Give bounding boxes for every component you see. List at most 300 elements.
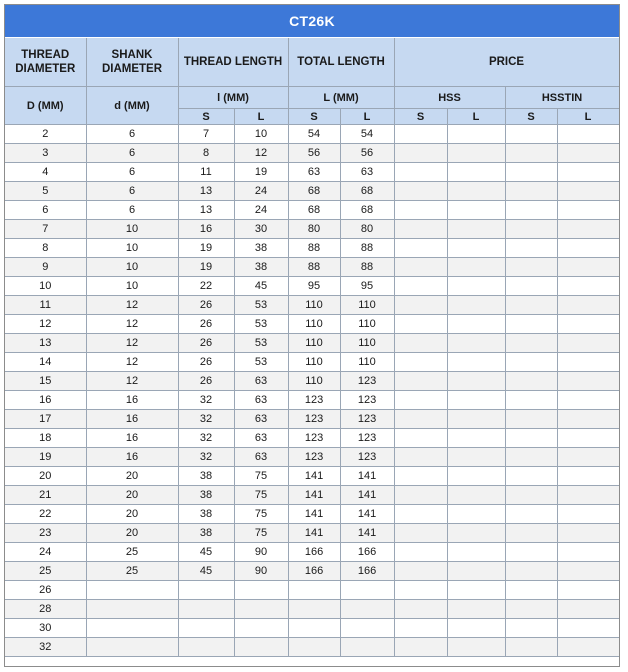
- cell-price-hsstin-l: [557, 600, 619, 619]
- cell-thread-length-s: 26: [178, 372, 234, 391]
- cell-price-hsstin-l: [557, 581, 619, 600]
- table-row: [5, 125, 619, 144]
- cell-total-length-s: 110: [288, 296, 340, 315]
- cell-price-hss-l: [447, 505, 505, 524]
- cell-thread-length-s: [178, 638, 234, 657]
- cell-price-hss-l: [447, 144, 505, 163]
- cell-price-hss-l: [447, 372, 505, 391]
- table-row: [5, 429, 619, 448]
- table-row: [5, 562, 619, 581]
- cell-price-hss-s: [394, 505, 447, 524]
- cell-thread-length-l: 63: [234, 391, 288, 410]
- header-thread-diameter: THREAD DIAMETER: [5, 38, 86, 87]
- cell-shank-diameter: 20: [86, 486, 178, 505]
- cell-total-length-s: 110: [288, 372, 340, 391]
- cell-price-hss-s: [394, 220, 447, 239]
- cell-thread-length-s: 22: [178, 277, 234, 296]
- table-row: [5, 201, 619, 220]
- cell-thread-length-l: 19: [234, 163, 288, 182]
- cell-thread-diameter: 26: [5, 581, 86, 600]
- cell-price-hss-s: [394, 334, 447, 353]
- cell-price-hss-s: [394, 353, 447, 372]
- cell-shank-diameter: [86, 600, 178, 619]
- cell-thread-diameter: 13: [5, 334, 86, 353]
- cell-shank-diameter: 12: [86, 296, 178, 315]
- table-row: [5, 391, 619, 410]
- cell-shank-diameter: 12: [86, 353, 178, 372]
- cell-total-length-s: 123: [288, 429, 340, 448]
- cell-price-hsstin-l: [557, 486, 619, 505]
- header-s: S: [505, 109, 557, 125]
- cell-price-hss-l: [447, 448, 505, 467]
- table-title: CT26K: [5, 5, 619, 38]
- cell-total-length-l: 110: [340, 296, 394, 315]
- cell-price-hsstin-l: [557, 125, 619, 144]
- cell-total-length-l: 95: [340, 277, 394, 296]
- cell-total-length-s: 141: [288, 524, 340, 543]
- table-row: [5, 239, 619, 258]
- cell-price-hsstin-s: [505, 619, 557, 638]
- cell-shank-diameter: 16: [86, 429, 178, 448]
- cell-total-length-s: [288, 619, 340, 638]
- cell-price-hss-l: [447, 600, 505, 619]
- cell-price-hss-s: [394, 315, 447, 334]
- cell-shank-diameter: 10: [86, 239, 178, 258]
- cell-thread-diameter: 25: [5, 562, 86, 581]
- cell-total-length-s: 166: [288, 562, 340, 581]
- cell-thread-diameter: 5: [5, 182, 86, 201]
- cell-price-hsstin-l: [557, 163, 619, 182]
- cell-price-hsstin-l: [557, 201, 619, 220]
- cell-price-hsstin-s: [505, 562, 557, 581]
- cell-price-hsstin-s: [505, 277, 557, 296]
- cell-total-length-s: [288, 581, 340, 600]
- cell-thread-diameter: 11: [5, 296, 86, 315]
- table-row: [5, 486, 619, 505]
- table-row: [5, 448, 619, 467]
- cell-price-hss-l: [447, 638, 505, 657]
- cell-total-length-s: 141: [288, 505, 340, 524]
- cell-thread-diameter: 23: [5, 524, 86, 543]
- cell-thread-length-s: 13: [178, 182, 234, 201]
- table-row: [5, 296, 619, 315]
- cell-price-hsstin-s: [505, 429, 557, 448]
- cell-price-hsstin-l: [557, 505, 619, 524]
- cell-shank-diameter: 6: [86, 125, 178, 144]
- header-price: PRICE: [394, 38, 619, 87]
- cell-total-length-s: 54: [288, 125, 340, 144]
- cell-total-length-l: 141: [340, 486, 394, 505]
- cell-price-hsstin-l: [557, 296, 619, 315]
- cell-total-length-l: 166: [340, 543, 394, 562]
- cell-thread-length-s: 45: [178, 543, 234, 562]
- cell-price-hsstin-l: [557, 277, 619, 296]
- cell-shank-diameter: 16: [86, 391, 178, 410]
- cell-price-hsstin-s: [505, 600, 557, 619]
- cell-total-length-s: 88: [288, 239, 340, 258]
- header-s: S: [288, 109, 340, 125]
- cell-thread-length-l: [234, 600, 288, 619]
- cell-price-hsstin-l: [557, 562, 619, 581]
- cell-price-hsstin-s: [505, 638, 557, 657]
- table-row: [5, 543, 619, 562]
- cell-price-hss-s: [394, 391, 447, 410]
- cell-thread-length-s: 38: [178, 505, 234, 524]
- header-hss: HSS: [394, 87, 505, 109]
- cell-total-length-l: 110: [340, 315, 394, 334]
- cell-price-hss-s: [394, 467, 447, 486]
- cell-thread-length-l: 53: [234, 334, 288, 353]
- cell-thread-length-s: 38: [178, 467, 234, 486]
- cell-thread-length-l: 38: [234, 239, 288, 258]
- header-l-thread: l (MM): [178, 87, 288, 109]
- cell-thread-length-l: 75: [234, 486, 288, 505]
- cell-price-hss-l: [447, 296, 505, 315]
- cell-price-hsstin-l: [557, 467, 619, 486]
- cell-price-hsstin-l: [557, 258, 619, 277]
- cell-price-hsstin-s: [505, 296, 557, 315]
- cell-price-hss-l: [447, 581, 505, 600]
- cell-thread-length-l: 75: [234, 505, 288, 524]
- table-row: [5, 600, 619, 619]
- header-l: L: [234, 109, 288, 125]
- cell-thread-diameter: 22: [5, 505, 86, 524]
- cell-thread-length-l: 45: [234, 277, 288, 296]
- cell-thread-length-s: 13: [178, 201, 234, 220]
- cell-total-length-l: 123: [340, 391, 394, 410]
- cell-thread-diameter: 12: [5, 315, 86, 334]
- cell-price-hsstin-s: [505, 239, 557, 258]
- cell-shank-diameter: 6: [86, 144, 178, 163]
- cell-thread-diameter: 32: [5, 638, 86, 657]
- cell-thread-length-s: 11: [178, 163, 234, 182]
- cell-price-hsstin-l: [557, 334, 619, 353]
- cell-thread-length-l: 90: [234, 543, 288, 562]
- header-l: L: [557, 109, 619, 125]
- cell-thread-diameter: 9: [5, 258, 86, 277]
- cell-price-hsstin-s: [505, 581, 557, 600]
- cell-total-length-s: [288, 638, 340, 657]
- cell-thread-length-s: 8: [178, 144, 234, 163]
- cell-thread-length-l: 53: [234, 296, 288, 315]
- cell-total-length-l: 54: [340, 125, 394, 144]
- cell-price-hss-s: [394, 581, 447, 600]
- cell-price-hss-s: [394, 372, 447, 391]
- cell-price-hsstin-s: [505, 391, 557, 410]
- cell-price-hsstin-s: [505, 220, 557, 239]
- cell-price-hsstin-s: [505, 467, 557, 486]
- cell-price-hsstin-s: [505, 486, 557, 505]
- cell-shank-diameter: 12: [86, 315, 178, 334]
- cell-price-hss-l: [447, 562, 505, 581]
- cell-price-hsstin-l: [557, 144, 619, 163]
- cell-total-length-s: 56: [288, 144, 340, 163]
- cell-price-hss-s: [394, 486, 447, 505]
- cell-thread-length-l: 53: [234, 315, 288, 334]
- cell-total-length-s: 141: [288, 467, 340, 486]
- header-l: L: [340, 109, 394, 125]
- cell-price-hsstin-l: [557, 638, 619, 657]
- cell-thread-length-l: 75: [234, 467, 288, 486]
- cell-price-hss-l: [447, 182, 505, 201]
- cell-thread-length-l: 75: [234, 524, 288, 543]
- cell-shank-diameter: 6: [86, 163, 178, 182]
- cell-thread-length-l: 90: [234, 562, 288, 581]
- cell-shank-diameter: 25: [86, 562, 178, 581]
- cell-price-hss-s: [394, 239, 447, 258]
- cell-total-length-s: 68: [288, 182, 340, 201]
- cell-thread-length-s: 26: [178, 353, 234, 372]
- table-row: [5, 505, 619, 524]
- cell-price-hss-s: [394, 543, 447, 562]
- table-row: [5, 258, 619, 277]
- cell-price-hsstin-s: [505, 505, 557, 524]
- cell-price-hss-s: [394, 638, 447, 657]
- cell-shank-diameter: 16: [86, 410, 178, 429]
- cell-price-hss-s: [394, 296, 447, 315]
- cell-shank-diameter: 6: [86, 201, 178, 220]
- cell-thread-diameter: 10: [5, 277, 86, 296]
- cell-price-hsstin-s: [505, 144, 557, 163]
- cell-price-hsstin-l: [557, 448, 619, 467]
- cell-thread-length-l: 24: [234, 201, 288, 220]
- table-row: [5, 144, 619, 163]
- cell-price-hss-l: [447, 543, 505, 562]
- cell-total-length-l: 88: [340, 258, 394, 277]
- cell-shank-diameter: 20: [86, 467, 178, 486]
- cell-price-hss-l: [447, 315, 505, 334]
- cell-price-hss-l: [447, 220, 505, 239]
- cell-thread-diameter: 24: [5, 543, 86, 562]
- cell-price-hsstin-l: [557, 239, 619, 258]
- cell-price-hss-s: [394, 429, 447, 448]
- spec-table: [5, 38, 620, 657]
- spec-table-frame: [4, 4, 620, 667]
- cell-thread-diameter: 20: [5, 467, 86, 486]
- table-row: [5, 277, 619, 296]
- table-row: [5, 182, 619, 201]
- cell-thread-length-l: 38: [234, 258, 288, 277]
- cell-price-hss-l: [447, 239, 505, 258]
- cell-price-hsstin-l: [557, 619, 619, 638]
- cell-price-hsstin-l: [557, 543, 619, 562]
- cell-total-length-s: 166: [288, 543, 340, 562]
- cell-thread-length-l: 63: [234, 372, 288, 391]
- cell-price-hss-s: [394, 448, 447, 467]
- cell-thread-diameter: 7: [5, 220, 86, 239]
- cell-shank-diameter: 10: [86, 277, 178, 296]
- cell-price-hss-s: [394, 410, 447, 429]
- cell-total-length-s: 141: [288, 486, 340, 505]
- cell-price-hss-l: [447, 467, 505, 486]
- cell-thread-length-s: 26: [178, 334, 234, 353]
- table-row: [5, 410, 619, 429]
- cell-thread-length-s: 32: [178, 410, 234, 429]
- cell-price-hsstin-s: [505, 182, 557, 201]
- cell-total-length-s: 95: [288, 277, 340, 296]
- table-row: [5, 163, 619, 182]
- cell-thread-length-s: [178, 581, 234, 600]
- cell-price-hss-l: [447, 619, 505, 638]
- cell-price-hss-s: [394, 600, 447, 619]
- header-l: L: [447, 109, 505, 125]
- cell-thread-diameter: 8: [5, 239, 86, 258]
- cell-thread-length-s: 26: [178, 315, 234, 334]
- cell-total-length-s: 123: [288, 391, 340, 410]
- cell-price-hss-l: [447, 353, 505, 372]
- cell-total-length-l: 123: [340, 372, 394, 391]
- cell-shank-diameter: 10: [86, 258, 178, 277]
- cell-thread-length-s: 7: [178, 125, 234, 144]
- cell-total-length-l: 141: [340, 467, 394, 486]
- cell-thread-length-s: 32: [178, 448, 234, 467]
- cell-price-hsstin-l: [557, 220, 619, 239]
- cell-shank-diameter: 25: [86, 543, 178, 562]
- cell-price-hsstin-s: [505, 163, 557, 182]
- cell-price-hss-l: [447, 277, 505, 296]
- cell-total-length-l: 123: [340, 429, 394, 448]
- cell-shank-diameter: 16: [86, 448, 178, 467]
- cell-thread-length-l: 63: [234, 448, 288, 467]
- cell-shank-diameter: 10: [86, 220, 178, 239]
- cell-price-hss-l: [447, 258, 505, 277]
- table-row: [5, 638, 619, 657]
- cell-thread-diameter: 15: [5, 372, 86, 391]
- cell-thread-length-s: 19: [178, 258, 234, 277]
- cell-thread-length-l: 63: [234, 410, 288, 429]
- cell-thread-length-s: [178, 600, 234, 619]
- cell-total-length-l: 56: [340, 144, 394, 163]
- cell-total-length-l: [340, 619, 394, 638]
- cell-price-hsstin-l: [557, 372, 619, 391]
- cell-price-hsstin-s: [505, 125, 557, 144]
- cell-thread-length-l: 24: [234, 182, 288, 201]
- cell-total-length-l: 141: [340, 505, 394, 524]
- header-thread-length: THREAD LENGTH: [178, 38, 288, 87]
- cell-price-hss-l: [447, 334, 505, 353]
- cell-thread-length-s: 32: [178, 391, 234, 410]
- cell-price-hss-l: [447, 163, 505, 182]
- cell-total-length-l: [340, 600, 394, 619]
- table-row: [5, 334, 619, 353]
- cell-thread-length-s: 38: [178, 524, 234, 543]
- table-row: [5, 372, 619, 391]
- cell-thread-diameter: 3: [5, 144, 86, 163]
- cell-total-length-s: 110: [288, 315, 340, 334]
- cell-price-hss-l: [447, 391, 505, 410]
- cell-price-hsstin-s: [505, 448, 557, 467]
- cell-total-length-s: 68: [288, 201, 340, 220]
- cell-price-hss-l: [447, 429, 505, 448]
- cell-thread-diameter: 28: [5, 600, 86, 619]
- table-row: [5, 581, 619, 600]
- cell-thread-diameter: 18: [5, 429, 86, 448]
- cell-price-hsstin-l: [557, 410, 619, 429]
- header-hsstin: HSSTIN: [505, 87, 619, 109]
- cell-total-length-l: 88: [340, 239, 394, 258]
- cell-total-length-l: 63: [340, 163, 394, 182]
- cell-shank-diameter: [86, 619, 178, 638]
- cell-thread-diameter: 21: [5, 486, 86, 505]
- table-row: [5, 619, 619, 638]
- cell-total-length-s: 80: [288, 220, 340, 239]
- cell-thread-diameter: 6: [5, 201, 86, 220]
- cell-thread-length-l: [234, 619, 288, 638]
- cell-price-hsstin-s: [505, 315, 557, 334]
- cell-shank-diameter: 12: [86, 372, 178, 391]
- cell-thread-length-l: 63: [234, 429, 288, 448]
- cell-thread-diameter: 17: [5, 410, 86, 429]
- cell-price-hss-s: [394, 163, 447, 182]
- cell-price-hsstin-l: [557, 391, 619, 410]
- cell-price-hsstin-l: [557, 315, 619, 334]
- cell-shank-diameter: 20: [86, 524, 178, 543]
- cell-total-length-l: 123: [340, 448, 394, 467]
- cell-price-hss-s: [394, 277, 447, 296]
- cell-price-hsstin-s: [505, 524, 557, 543]
- cell-shank-diameter: 6: [86, 182, 178, 201]
- cell-thread-length-l: 30: [234, 220, 288, 239]
- cell-price-hsstin-l: [557, 524, 619, 543]
- cell-price-hss-s: [394, 201, 447, 220]
- cell-price-hss-l: [447, 201, 505, 220]
- table-body: [5, 125, 619, 657]
- table-row: [5, 353, 619, 372]
- header-d-upper: D (MM): [5, 87, 86, 125]
- header-shank-diameter: SHANK DIAMETER: [86, 38, 178, 87]
- cell-total-length-l: 68: [340, 182, 394, 201]
- cell-total-length-s: 123: [288, 448, 340, 467]
- cell-price-hsstin-s: [505, 258, 557, 277]
- cell-price-hsstin-s: [505, 372, 557, 391]
- cell-price-hss-s: [394, 524, 447, 543]
- cell-price-hsstin-s: [505, 334, 557, 353]
- cell-shank-diameter: [86, 581, 178, 600]
- cell-price-hss-s: [394, 562, 447, 581]
- table-row: [5, 220, 619, 239]
- cell-shank-diameter: 20: [86, 505, 178, 524]
- cell-thread-length-s: 16: [178, 220, 234, 239]
- cell-total-length-l: 68: [340, 201, 394, 220]
- cell-price-hsstin-l: [557, 429, 619, 448]
- table-row: [5, 315, 619, 334]
- cell-thread-diameter: 19: [5, 448, 86, 467]
- cell-total-length-s: [288, 600, 340, 619]
- cell-thread-length-s: 26: [178, 296, 234, 315]
- cell-thread-diameter: 2: [5, 125, 86, 144]
- header-s: S: [178, 109, 234, 125]
- cell-price-hsstin-s: [505, 410, 557, 429]
- cell-price-hsstin-s: [505, 353, 557, 372]
- cell-thread-length-l: [234, 581, 288, 600]
- cell-thread-length-s: 32: [178, 429, 234, 448]
- cell-total-length-l: [340, 581, 394, 600]
- cell-thread-length-l: 10: [234, 125, 288, 144]
- cell-total-length-l: 80: [340, 220, 394, 239]
- cell-price-hsstin-l: [557, 182, 619, 201]
- cell-shank-diameter: 12: [86, 334, 178, 353]
- cell-total-length-s: 110: [288, 334, 340, 353]
- cell-price-hss-l: [447, 524, 505, 543]
- cell-total-length-l: 141: [340, 524, 394, 543]
- table-row: [5, 524, 619, 543]
- cell-thread-diameter: 16: [5, 391, 86, 410]
- cell-price-hss-s: [394, 182, 447, 201]
- cell-thread-length-s: [178, 619, 234, 638]
- cell-thread-diameter: 4: [5, 163, 86, 182]
- cell-total-length-l: 110: [340, 353, 394, 372]
- cell-total-length-s: 123: [288, 410, 340, 429]
